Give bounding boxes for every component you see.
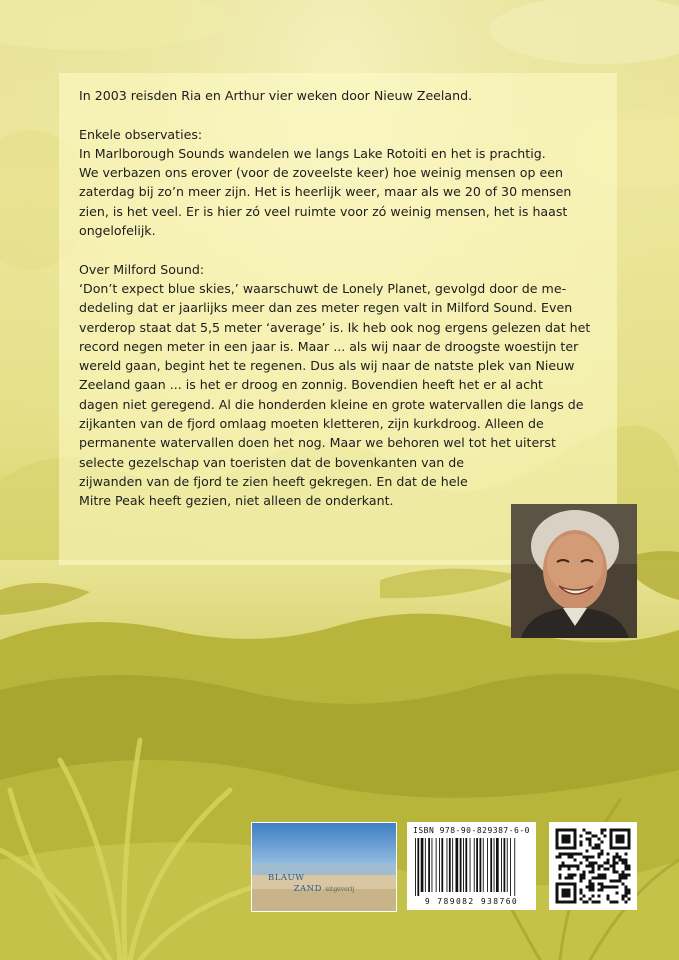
paragraph-line: zien, is het veel. Er is hier zó veel ruimte voor zó weinig mensen, het is haast [79,203,568,219]
beach-illustration [252,823,396,911]
paragraph-line: dagen niet geregend. Al die honderden kleine en grote watervallen die langs de [79,396,584,412]
paragraph-line: record negen meter in een jaar is. Maar ... als wij naar de droogste woestijn ter [79,338,579,354]
paragraph-line: Over Milford Sound: [79,261,205,277]
publisher-name [268,873,354,895]
back-cover-text [79,86,609,511]
paragraph-line: verderop staat dat 5,5 meter ‘average’ is. Ik heb ook nog ergens gelezen dat het [79,319,591,335]
paragraph-line: zijwanden van de fjord te zien heeft gekregen. En dat de hele [79,473,468,489]
author-photo [511,504,637,638]
paragraph-line: In Marlborough Sounds wandelen we langs Lake Rotoiti en het is prachtig. [79,145,546,161]
paragraph-line: zijkanten van de fjord omlaag moeten kletteren, zijn kurkdroog. Alleen de [79,416,544,432]
paragraph-line: dedeling dat er jaarlijks meer dan zes meter regen valt in Milford Sound. Even [79,300,573,316]
paragraph-line: wereld gaan, begint het te regenen. Dus als wij naar de natste plek van Nieuw [79,358,575,374]
publisher-name-part1: BLAUW [268,873,305,883]
paragraph-line: selecte gezelschap van toeristen dat de bovenkanten van de [79,454,465,470]
paragraph-line: Enkele observaties: [79,126,203,142]
paragraph-gap [79,105,609,124]
barcode-digits: 9 789082 938760 [424,897,519,906]
publisher-logo [251,822,397,912]
paragraph-line: Zeeland gaan ... is het er droog en zonnig. Bovendien heeft het er al acht [79,377,543,393]
isbn-barcode [407,822,536,910]
author-portrait-illustration [511,504,637,638]
isbn-label: ISBN 978-90-829387-6-0 [413,826,530,835]
paragraph-line: Mitre Peak heeft gezien, niet alleen de onderkant. [79,493,394,509]
publisher-suffix: uitgeverij [325,886,355,893]
paragraph-line: ongelofelijk. [79,223,156,239]
paragraph-gap [79,240,609,259]
qr-code-pattern [549,822,637,910]
publisher-name-part2: ZAND [293,884,322,894]
paragraph-line: zaterdag bij zo’n meer zijn. Het is heerlijk weer, maar als we 20 of 30 mensen [79,184,572,200]
paragraph-line: ‘Don’t expect blue skies,’ waarschuwt de Lonely Planet, gevolgd door de me- [79,280,567,296]
paragraph-line: We verbazen ons erover (voor de zoveelste keer) hoe weinig mensen op een [79,165,563,181]
qr-code [549,822,637,910]
paragraph-line: In 2003 reisden Ria en Arthur vier weken door Nieuw Zeeland. [79,88,473,103]
paragraph-line: permanente watervallen doen het nog. Maar we behoren wel tot het uiterst [79,435,556,451]
